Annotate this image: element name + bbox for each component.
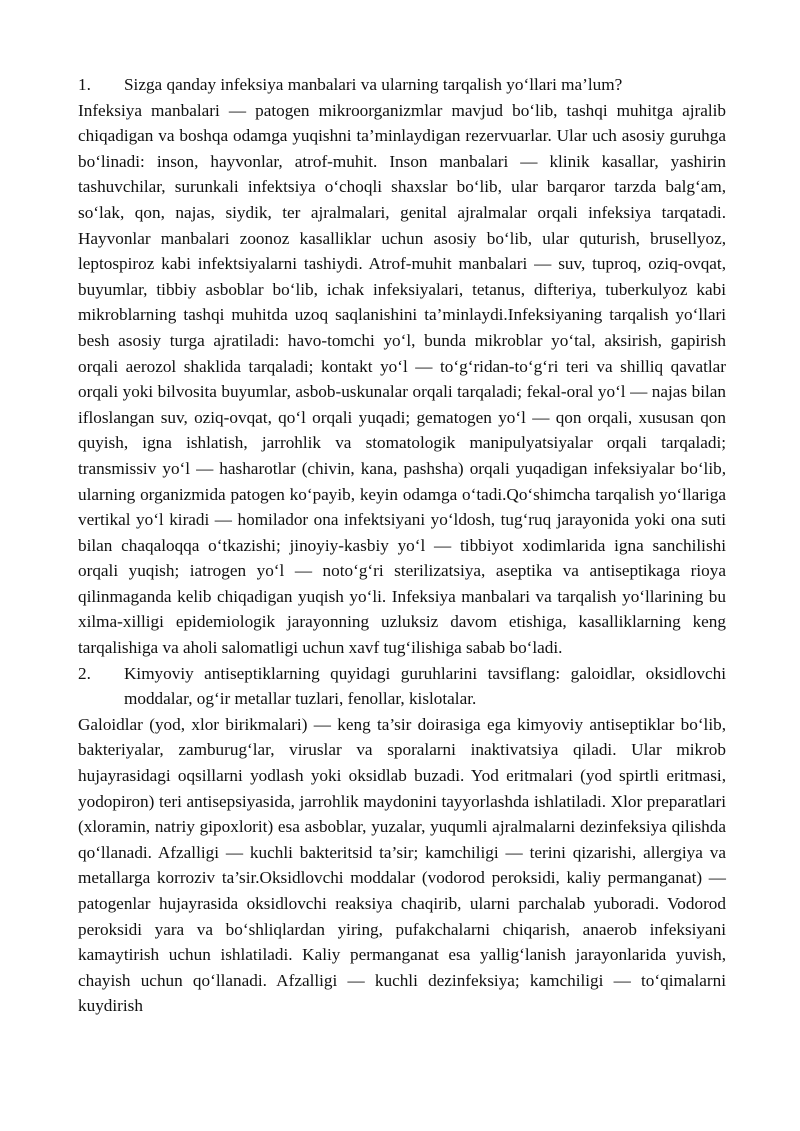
question-2 xyxy=(78,661,726,712)
answer-1: Infeksiya manbalari — patogen mikroorganizmlar mavjud bo‘lib, tashqi muhitga ajralib chiqadigan va boshqa odamga yuqishni ta’minlaydigan rezervuarlar. Ular uch asosiy guruhga bo‘linadi: inson, hayvonlar, atrof-muhit. Inson manbalari — klinik kasallar, yashirin tashuvchilar, surunkali infektsiya o‘choqli shaxslar bo‘lib, ular barqaror tarzda balg‘am, so‘lak, qon, najas, siydik, ter ajralmalari, genital ajralmalar orqali infeksiya tarqatadi. Hayvonlar manbalari zoonoz kasalliklar uchun asosiy bo‘lib, ular quturish, brusellyoz, leptospiroz kabi infektsiyalarni tashiydi. Atrof-muhit manbalari — suv, tuproq, oziq-ovqat, buyumlar, tibbiy asboblar bo‘lib, ichak infeksiyalari, tetanus, difteriya, tuberkulyoz kabi mikroblarning tashqi muhitda uzoq saqlanishini ta’minlaydi.Infeksiyaning tarqalish yo‘llari besh asosiy turga ajratiladi: havo-tomchi yo‘l, bunda mikroblar yo‘tal, aksirish, gapirish orqali aerozol shaklida tarqaladi; kontakt yo‘l — to‘g‘ridan-to‘g‘ri teri va shilliq qavatlar orqali yoki bilvosita buyumlar, asbob-uskunalar orqali tarqaladi; fekal-oral yo‘l — najas bilan ifloslangan suv, oziq-ovqat, qo‘l orqali yuqadi; gematogen yo‘l — qon orqali, xususan qon quyish, igna ishlatish, jarrohlik va stomatologik manipulyatsiyalar orqali tarqaladi; transmissiv yo‘l — hasharotlar (chivin, kana, pashsha) orqali yuqadigan infeksiyalar bo‘lib, ularning organizmida patogen ko‘payib, keyin odamga o‘tadi.Qo‘shimcha tarqalish yo‘llariga vertikal yo‘l kiradi — homilador ona infektsiyani yo‘ldosh, tug‘ruq jarayonida yoki ona suti bilan chaqaloqqa o‘tkazishi; jinoyiy-kasbiy yo‘l — tibbiyot xodimlarida igna sanchilishi orqali yuqish; iatrogen yo‘l — noto‘g‘ri sterilizatsiya, aseptika va antiseptikaga rioya qilinmaganda kelib chiqadigan yuqish yo‘li. Infeksiya manbalari va tarqalish yo‘llarining bu xilma-xilligi epidemiologik jarayonning uzluksiz davom etishiga, kasalliklarning keng tarqalishiga va aholi salomatligi uchun xavf tug‘ilishiga sabab bo‘ladi. xyxy=(78,100,726,658)
answer-2: Galoidlar (yod, xlor birikmalari) — keng ta’sir doirasiga ega kimyoviy antiseptiklar bo‘lib, bakteriyalar, zamburug‘lar, viruslar va sporalarni inaktivatsiya qiladi. Ular mikrob hujayrasidagi oqsillarni yodlash yoki oksidlab buzadi. Yod eritmalari (yod spirtli eritmasi, yodopiron) teri antisepsiyasida, jarrohlik maydonini tayyorlashda ishlatiladi. Xlor preparatlari (xloramin, natriy gipoxlorit) esa asboblar, yuzalar, yuqumli ajralmalarni dezinfeksiya qilishda qo‘llanadi. Afzalligi — kuchli bakteritsid ta’sir; kamchiligi — terini qizarishi, allergiya va metallarga korroziv ta’sir.Oksidlovchi moddalar (vodorod peroksidi, kaliy permanganat) — patogenlar hujayrasida oksidlovchi reaksiya chaqirib, ularni parchalab yuboradi. Vodorod peroksidi yara va bo‘shliqlardan yiring, pufakchalarni chiqarish, anaerob infeksiyani kamaytirish uchun ishlatiladi. Kaliy permanganat esa yallig‘lanish jarayonlarida yuvish, chayish uchun qo‘llanadi. Afzalligi — kuchli dezinfeksiya; kamchiligi — to‘qimalarni kuydirish xyxy=(78,714,726,1016)
question-2-number: 2. xyxy=(78,663,91,683)
question-1-number: 1. xyxy=(78,75,91,94)
document-page xyxy=(78,72,726,1019)
question-2-text: Kimyoviy antiseptiklarning quyidagi guruhlarini tavsiflang: galoidlar, oksidlovchi moddalar, og‘ir metallar tuzlari, fenollar, kislotalar. xyxy=(124,663,726,709)
question-1-text: Sizga qanday infeksiya manbalari va ularning tarqalish yo‘llari ma’lum? xyxy=(124,75,623,94)
question-1 xyxy=(78,72,726,98)
